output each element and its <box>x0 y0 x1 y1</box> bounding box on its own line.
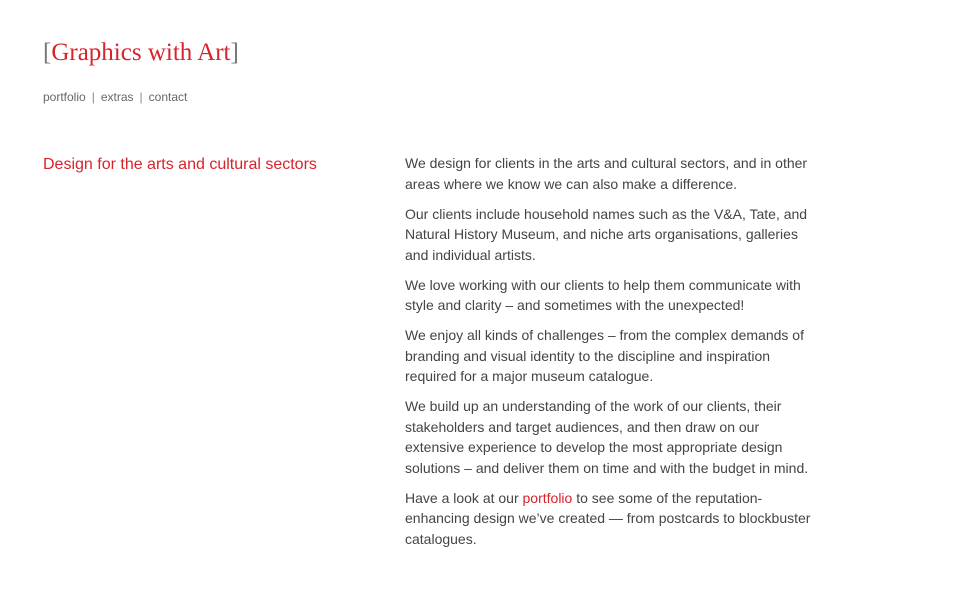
portfolio-paragraph-tail: to see some of the reputation-enhancing design we’ve created — from postcards to blockbuster catalogues. <box>405 489 811 547</box>
nav-link-contact[interactable]: contact <box>148 90 188 104</box>
site-logo[interactable] <box>43 36 239 70</box>
intro-content <box>405 153 820 559</box>
portfolio-paragraph <box>405 488 820 550</box>
nav-separator: | <box>139 90 143 104</box>
page-tagline: Design for the arts and cultural sectors <box>43 156 317 173</box>
nav-link-extras[interactable]: extras <box>100 90 134 104</box>
nav-link-portfolio[interactable]: portfolio <box>43 90 86 104</box>
main-nav <box>43 89 187 105</box>
logo-text: Graphics with Art <box>51 39 231 66</box>
intro-paragraph: We build up an understanding of the work of our clients, their stakeholders and target audiences, and then draw on our extensive experience to develop the most appropriate design solutions – and deliver them on time and with the budget in mind. <box>405 398 809 476</box>
intro-paragraph: We enjoy all kinds of challenges – from the complex demands of branding and visual identity to the discipline and inspiration required for a major museum catalogue. <box>405 327 804 384</box>
nav-separator: | <box>91 90 95 104</box>
portfolio-paragraph-lead: Have a look at our <box>405 489 523 506</box>
intro-paragraph: We love working with our clients to help them communicate with style and clarity – and sometimes with the unexpected! <box>405 276 801 313</box>
logo-bracket-open: [ <box>43 39 52 66</box>
inline-portfolio-link[interactable]: portfolio <box>522 489 573 506</box>
intro-paragraph: Our clients include household names such as the V&A, Tate, and Natural History Museum, and niche arts organisations, galleries and individual artists. <box>405 205 808 263</box>
intro-paragraph: We design for clients in the arts and cultural sectors, and in other areas where we know we can also make a difference. <box>405 155 808 192</box>
logo-bracket-close: ] <box>230 39 239 66</box>
